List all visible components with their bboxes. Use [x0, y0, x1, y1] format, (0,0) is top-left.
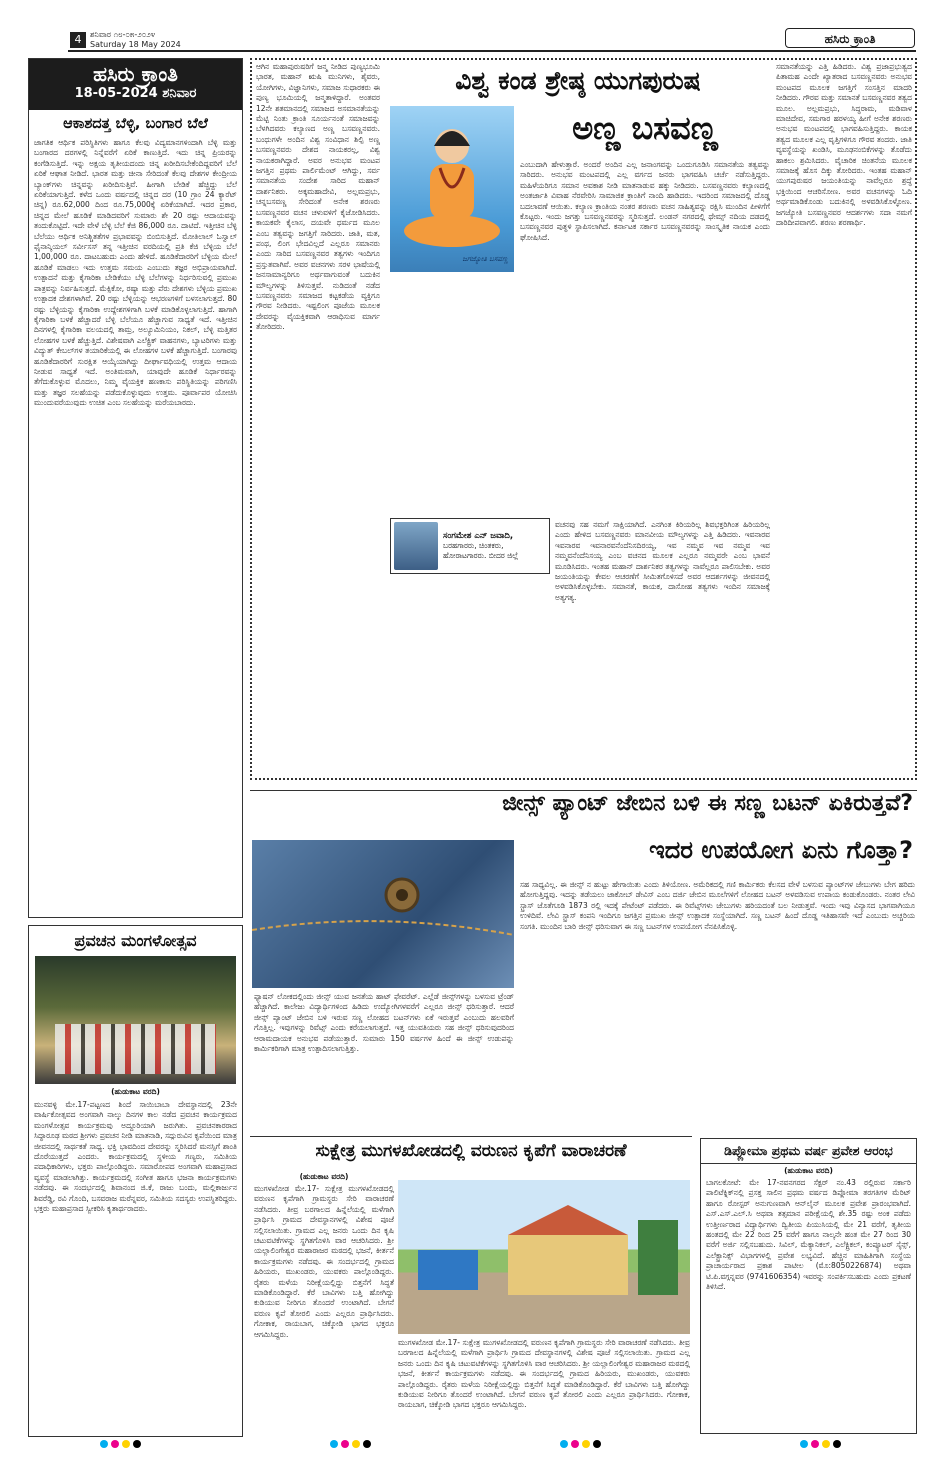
- diploma-source: (ಹುಡುಕಾಟ ವರದಿ): [784, 1166, 833, 1175]
- gold-headline: ಆಕಾಶದತ್ತ ಬೆಳ್ಳಿ, ಬಂಗಾರ ಬೆಲೆ: [63, 116, 208, 132]
- masthead: [29, 59, 242, 110]
- jeans-body-right: ಸಹ ಸಾಧ್ಯವಿಲ್ಲ. ಈ ಜೀನ್ಸ್ ನ ಹುಟ್ಟು ಹೇಗಾಯಿತು ಎಂದು ತಿಳಿಯೋಣ. ಅಮೆರಿಕದಲ್ಲಿ ಗಣಿ ಕಾರ್ಮಿಕರು ಕೆಲಸದ ವೇಳೆ ಬಳಸುವ ಪ್ಯಾಂಟ್‌ಗಳ ಜೇಬುಗಳು ಬೇಗ ಹರಿದು ಹೋಗುತ್ತಿದ್ದವು. ಇದನ್ನು ತಡೆಯಲು ಜಾಕೋಬ್ ಡೇವಿಸ್ ಎಂಬ ದರ್ಜಿ ಜೇಬಿನ ಮೂಲೆಗಳಿಗೆ ಲೋಹದ ಬಟನ್ ಅಳವಡಿಸುವ ಉಪಾಯ ಕಂಡುಕೊಂಡರು. ನಂತರ ಲೇವಿ ಸ್ಟ್ರಾಸ್ ಜೊತೆಗೂಡಿ 1873 ರಲ್ಲಿ ಇದಕ್ಕೆ ಪೇಟೆಂಟ್ ಪಡೆದರು. ಈ ರಿವೆಟ್ಸ್‌ಗಳು ಜೇಬುಗಳು ಹರಿಯದಂತೆ ಬಲ ನೀಡುತ್ತವೆ. ಇಂದು ಇವು ವಿನ್ಯಾಸದ ಭಾಗವಾಗಿಯೂ ಉಳಿದಿವೆ. ಲೇವಿ ಸ್ಟ್ರಾಸ್ ಕಂಪನಿ ಇಂದಿಗೂ ಜಗತ್ತಿನ ಪ್ರಮುಖ ಜೀನ್ಸ್ ಉತ್ಪಾದಕ ಸಂಸ್ಥೆಯಾಗಿದೆ. ಸಣ್ಣ ಬಟನ್ ಹಿಂದೆ ದೊಡ್ಡ ಇತಿಹಾಸವೇ ಇದೆ ಎಂಬುದು ಅಚ್ಚರಿಯ ಸಂಗತಿ. ಮುಂದಿನ ಬಾರಿ ಜೀನ್ಸ್ ಧರಿಸುವಾಗ ಈ ಸಣ್ಣ ಬಟನ್‌ಗಳ ಉಪಯೋಗ ನೆನಪಿಸಿಕೊಳ್ಳಿ.: [520, 880, 915, 931]
- reg-dot-cyan: [560, 1440, 568, 1448]
- reg-dot-yellow: [352, 1440, 360, 1448]
- section-name: ಹಸಿರು ಕ್ರಾಂತಿ: [785, 28, 915, 48]
- diploma-body: ಬಾಗಲಕೋಟೆ: ಮೇ 17-ನವನಗರದ ಸೆಕ್ಟರ್ ನಂ.43 ರಲ್ಲಿರುವ ಸರ್ಕಾರಿ ಪಾಲಿಟೆಕ್ನಿಕ್‌ನಲ್ಲಿ ಪ್ರಸಕ್ತ ಸಾಲಿನ ಪ್ರಥಮ ವರ್ಷದ ಡಿಪ್ಲೋಮಾ ತರಗತಿಗಳ ಮೆರಿಟ್ ಹಾಗೂ ರೋಸ್ಟರ್ ಅನುಗುಣವಾಗಿ ಆನ್‌ಲೈನ್ ಮೂಲಕ ಪ್ರವೇಶ ಪ್ರಾರಂಭವಾಗಿದೆ. ಎಸ್.ಎಸ್.ಎಲ್.ಸಿ ಅಥವಾ ತತ್ಸಮಾನ ಪರೀಕ್ಷೆಯಲ್ಲಿ ಶೇ.35 ರಷ್ಟು ಅಂಕ ಪಡೆದು ಉತ್ತೀರ್ಣರಾದ ವಿದ್ಯಾರ್ಥಿಗಳು ದ್ವಿತೀಯ ಪಿಯುಸಿಯಲ್ಲಿ ಮೇ 21 ವರೆಗೆ, ತೃತೀಯ ಹಂತದಲ್ಲಿ ಮೇ 22 ರಿಂದ 25 ವರೆಗೆ ಹಾಗೂ ನಾಲ್ಕನೇ ಹಂತ ಮೇ 27 ರಿಂದ 30 ವರೆಗೆ ಅರ್ಜಿ ಸಲ್ಲಿಸಬಹುದು. ಸಿವಿಲ್, ಮೆಕ್ಯಾನಿಕಲ್, ಎಲೆಕ್ಟ್ರಿಕಲ್, ಕಂಪ್ಯೂಟರ್ ಸೈನ್ಸ್, ಎಲೆಕ್ಟ್ರಾನಿಕ್ಸ್ ವಿಭಾಗಗಳಲ್ಲಿ ಪ್ರವೇಶ ಲಭ್ಯವಿದೆ. ಹೆಚ್ಚಿನ ಮಾಹಿತಿಗಾಗಿ ಸಂಸ್ಥೆಯ ಪ್ರಾಚಾರ್ಯರಾದ ಪ್ರಕಾಶ ಪಾಟೀಲ (ಮೊ:8050226874) ಅಥವಾ ಟಿ.ಪಿ.ವಗ್ಗನ್ನವರ (9741606354) ಇವರನ್ನು ಸಂಪರ್ಕಿಸಬಹುದು ಎಂದು ಪ್ರಕಟಣೆ ತಿಳಿಸಿದೆ.: [706, 1178, 911, 1292]
- jeans-photo: [252, 840, 514, 988]
- jeans-headline-1: ಜೀನ್ಸ್ ಪ್ಯಾಂಟ್ ಜೇಬಿನ ಬಳಿ ಈ ಸಣ್ಣ ಬಟನ್ ಏಕಿರುತ್ತವೆ?: [250, 790, 917, 816]
- reg-dot-cyan: [100, 1440, 108, 1448]
- jeans-headline-2: ಇದರ ಉಪಯೋಗ ಏನು ಗೊತ್ತಾ?: [649, 836, 913, 864]
- reg-dot-magenta: [111, 1440, 119, 1448]
- diploma-box: [700, 1138, 917, 1434]
- reg-dot-magenta: [811, 1440, 819, 1448]
- reg-dot-cyan: [330, 1440, 338, 1448]
- page-number: 4: [70, 32, 86, 48]
- pravachana-headline: ಪ್ರವಚನ ಮಂಗಳೋತ್ಸವ: [74, 931, 197, 950]
- left-column-box: [28, 58, 243, 918]
- reg-dot-black: [363, 1440, 371, 1448]
- dateline-kannada: ಶನಿವಾರ ೧೮-೦೫-೨೦೨೪: [90, 30, 156, 39]
- masthead-date: 18-05-2024 ಶನಿವಾರ: [74, 86, 197, 101]
- author-name: ಸಂಗಮೇಶ ಎನ್ ಜವಾದಿ,: [443, 531, 514, 541]
- basavanna-headline-2: ಅಣ್ಣ ಬಸವಣ್ಣ: [572, 109, 718, 147]
- basavanna-col2: ಎಂಬುದಾಗಿ ಹೇಳುತ್ತಾರೆ. ಅಂದರೆ ಅಂದಿನ ಎಲ್ಲ ಜನಾಂಗವನ್ನು ಒಂದುಗೂಡಿಸಿ ಸಮಾನತೆಯ ತತ್ವವನ್ನು ಸಾರಿದರು. ಅನುಭವ ಮಂಟಪದಲ್ಲಿ ಎಲ್ಲ ವರ್ಗದ ಜನರು ಭಾಗವಹಿಸಿ ಚರ್ಚೆ ನಡೆಸುತ್ತಿದ್ದರು. ಮಹಿಳೆಯರಿಗೂ ಸಮಾನ ಅವಕಾಶ ನೀಡಿ ಮಾತನಾಡುವ ಹಕ್ಕು ನೀಡಿದರು. ಬಸವಣ್ಣನವರು ಕಲ್ಯಾಣದಲ್ಲಿ ಅಂತರ್ಜಾತಿ ವಿವಾಹ ನೆರವೇರಿಸಿ ಸಾಮಾಜಿಕ ಕ್ರಾಂತಿಗೆ ನಾಂದಿ ಹಾಡಿದರು. ಇದರಿಂದ ಸಮಾಜದಲ್ಲಿ ದೊಡ್ಡ ಬದಲಾವಣೆ ಆಯಿತು. ಕಲ್ಯಾಣ ಕ್ರಾಂತಿಯ ನಂತರ ಶರಣರು ವಚನ ಸಾಹಿತ್ಯವನ್ನು ರಕ್ಷಿಸಿ ಮುಂದಿನ ಪೀಳಿಗೆಗೆ ಕೊಟ್ಟರು. ಇಂದು ಜಗತ್ತು ಬಸವಣ್ಣನವರನ್ನು ಸ್ಮರಿಸುತ್ತದೆ. ಲಂಡನ್ ನಗರದಲ್ಲಿ ಥೇಮ್ಸ್ ನದಿಯ ದಡದಲ್ಲಿ ಬಸವಣ್ಣನವರ ಪುತ್ಥಳಿ ಸ್ಥಾಪಿಸಲಾಗಿದೆ. ಕರ್ನಾಟಕ ಸರ್ಕಾರ ಬಸವಣ್ಣನವರನ್ನು ಸಾಂಸ್ಕೃತಿಕ ನಾಯಕ ಎಂದು ಘೋಷಿಸಿದೆ.: [520, 160, 770, 242]
- varuna-headline: ಸುಕ್ಷೇತ್ರ ಮುಗಳಖೋಡದಲ್ಲಿ ವರುಣನ ಕೃಪೆಗೆ ವಾರಾಚರಣೆ: [250, 1136, 692, 1161]
- basavanna-col4: ಸಮಾನತೆಯನ್ನು ಎತ್ತಿ ಹಿಡಿದರು. ವಿಶ್ವ ಪ್ರಜಾಪ್ರಭುತ್ವದ ಪಿತಾಮಹ ಎಂದೇ ಖ್ಯಾತರಾದ ಬಸವಣ್ಣನವರು ಅನುಭವ ಮಂಟಪದ ಮೂಲಕ ಜಗತ್ತಿಗೆ ಸಂಸತ್ತಿನ ಮಾದರಿ ನೀಡಿದರು. ಗೌರವ ಮತ್ತು ಸಮಾನತೆ ಬಸವಣ್ಣನವರ ತತ್ವದ ಮೂಲ. ಅಲ್ಲಮಪ್ರಭು, ಸಿದ್ಧರಾಮ, ಮಡಿವಾಳ ಮಾಚಿದೇವ, ಸಮಗಾರ ಹರಳಯ್ಯ ಹೀಗೆ ಅನೇಕ ಶರಣರು ಅನುಭವ ಮಂಟಪದಲ್ಲಿ ಭಾಗವಹಿಸುತ್ತಿದ್ದರು. ಕಾಯಕ ತತ್ವದ ಮೂಲಕ ಎಲ್ಲ ವೃತ್ತಿಗಳಿಗೂ ಗೌರವ ತಂದರು. ಜಾತಿ ವ್ಯವಸ್ಥೆಯನ್ನು ಖಂಡಿಸಿ, ಮೂಢನಂಬಿಕೆಗಳನ್ನು ತೊಡೆದು ಹಾಕಲು ಶ್ರಮಿಸಿದರು. ವೈಚಾರಿಕ ಚಿಂತನೆಯ ಮೂಲಕ ಸಮಾಜಕ್ಕೆ ಹೊಸ ದಿಕ್ಕು ತೋರಿದರು. ಇಂತಹ ಮಹಾನ್ ಯುಗಪುರುಷರ ಜಯಂತಿಯನ್ನು ನಾವೆಲ್ಲರೂ ಶ್ರದ್ಧೆ ಭಕ್ತಿಯಿಂದ ಆಚರಿಸೋಣ. ಅವರ ವಚನಗಳನ್ನು ಓದಿ ಅರ್ಥಮಾಡಿಕೊಂಡು ಬದುಕಿನಲ್ಲಿ ಅಳವಡಿಸಿಕೊಳ್ಳೋಣ. ಜಗಜ್ಯೋತಿ ಬಸವಣ್ಣನವರ ಆದರ್ಶಗಳು ಸದಾ ನಮಗೆ ದಾರಿದೀಪವಾಗಲಿ. ಶರಣು ಶರಣಾರ್ಥಿ.: [776, 62, 912, 228]
- basavanna-image-caption: ಜಗಜ್ಯೋತಿ ಬಸವಣ್ಣ: [462, 255, 508, 263]
- varuna-body-continued: ಮುಗಳಖೋಡ ಮೇ.17- ಸುಕ್ಷೇತ್ರ ಮುಗಳಖೋಡದಲ್ಲಿ ವರುಣನ ಕೃಪೆಗಾಗಿ ಗ್ರಾಮಸ್ಥರು ಸೇರಿ ವಾರಾಚರಣೆ ನಡೆಸಿದರು. ತೀವ್ರ ಬರಗಾಲದ ಹಿನ್ನೆಲೆಯಲ್ಲಿ ಮಳೆಗಾಗಿ ಪ್ರಾರ್ಥಿಸಿ ಗ್ರಾಮದ ದೇವಸ್ಥಾನಗಳಲ್ಲಿ ವಿಶೇಷ ಪೂಜೆ ಸಲ್ಲಿಸಲಾಯಿತು. ಗ್ರಾಮದ ಎಲ್ಲ ಜನರು ಒಂದು ದಿನ ಕೃಷಿ ಚಟುವಟಿಕೆಗಳನ್ನು ಸ್ಥಗಿತಗೊಳಿಸಿ ವಾರ ಆಚರಿಸಿದರು. ಶ್ರೀ ಯಲ್ಲಾಲಿಂಗೇಶ್ವರ ಮಹಾರಾಜರ ಮಠದಲ್ಲಿ ಭಜನೆ, ಕೀರ್ತನೆ ಕಾರ್ಯಕ್ರಮಗಳು ನಡೆದವು. ಈ ಸಂದರ್ಭದಲ್ಲಿ ಗ್ರಾಮದ ಹಿರಿಯರು, ಮುಖಂಡರು, ಯುವಕರು ಪಾಲ್ಗೊಂಡಿದ್ದರು. ರೈತರು ಮಳೆಯ ನಿರೀಕ್ಷೆಯಲ್ಲಿದ್ದು ಬಿತ್ತನೆಗೆ ಸಿದ್ಧತೆ ಮಾಡಿಕೊಂಡಿದ್ದಾರೆ. ಕೆರೆ ಬಾವಿಗಳು ಬತ್ತಿ ಹೋಗಿದ್ದು ಕುಡಿಯುವ ನೀರಿಗೂ ತೊಂದರೆ ಉಂಟಾಗಿದೆ. ಬೇಗನೆ ವರುಣ ಕೃಪೆ ತೋರಲಿ ಎಂದು ಎಲ್ಲರೂ ಪ್ರಾರ್ಥಿಸಿದರು. ಗೋಕಾಕ, ರಾಯಬಾಗ, ಚಿಕ್ಕೋಡಿ ಭಾಗದ ಭಕ್ತರೂ ಆಗಮಿಸಿದ್ದರು.: [398, 1338, 690, 1410]
- author-line-3: ಹೋರಾಟಗಾರರು. ಬೀದರ ಜಿಲ್ಲೆ: [443, 551, 519, 560]
- reg-dot-black: [133, 1440, 141, 1448]
- author-line-2: ಬರಹಗಾರರು, ಚಿಂತಕರು,: [443, 541, 504, 550]
- masthead-title: ಹಸಿರು ಕ್ರಾಂತಿ: [93, 62, 178, 86]
- temple-icon: [398, 1180, 690, 1334]
- reg-dot-yellow: [822, 1440, 830, 1448]
- varuna-photo: [398, 1180, 690, 1334]
- registration-marks-3: [560, 1440, 601, 1450]
- reg-dot-magenta: [571, 1440, 579, 1448]
- reg-dot-magenta: [341, 1440, 349, 1448]
- registration-marks-1: [100, 1440, 141, 1450]
- registration-marks-4: [800, 1440, 841, 1450]
- gold-body: ಜಾಗತಿಕ ಆರ್ಥಿಕ ಪರಿಸ್ಥಿತಿಗಳು ಹಾಗೂ ಕೆಲವು ವಿದ್ಯಮಾನಗಳಿಂದಾಗಿ ಬೆಳ್ಳಿ ಮತ್ತು ಬಂಗಾರದ ದರಗಳಲ್ಲಿ ನಿನ್ನೆವರೆಗೆ ಏರಿಕೆ ಕಾಣುತ್ತಿದೆ. ಇದು ಚಿನ್ನ ಪ್ರಿಯರನ್ನು ಕಂಗೆಡಿಸುತ್ತಿದೆ. ಇನ್ನು ಅಕ್ಷಯ ತೃತೀಯದಂದು ಚಿನ್ನ ಖರೀದಿಸಬೇಕೆಂದಿದ್ದವರಿಗೆ ಬೆಲೆ ಏರಿಕೆ ಆಘಾತ ನೀಡಿದೆ. ಭಾರತ ಮತ್ತು ಚೀನಾ ಸೇರಿದಂತೆ ಕೆಲವು ದೇಶಗಳ ಕೇಂದ್ರೀಯ ಬ್ಯಾಂಕ್‌ಗಳು ಚಿನ್ನವನ್ನು ಖರೀದಿಸುತ್ತಿವೆ. ಹೀಗಾಗಿ ಬೇಡಿಕೆ ಹೆಚ್ಚಿದ್ದು ಬೆಲೆ ಏರಿಕೆಯಾಗುತ್ತಿದೆ. ಕಳೆದ ಒಂದು ವರ್ಷದಲ್ಲಿ ಚಿನ್ನದ ದರ (10 ಗ್ರಾಂ 24 ಕ್ಯಾರೆಟ್ ಚಿನ್ನ) ರೂ.62,000 ದಿಂದ ರೂ.75,000ಕ್ಕೆ ಏರಿಕೆಯಾಗಿದೆ. ಇದರ ಪ್ರಕಾರ, ಚಿನ್ನದ ಮೇಲೆ ಹೂಡಿಕೆ ಮಾಡಿದವರಿಗೆ ಸುಮಾರು ಶೇ 20 ರಷ್ಟು ಆದಾಯವನ್ನು ತಂದುಕೊಟ್ಟಿದೆ. ಇದೇ ವೇಳೆ ಬೆಳ್ಳಿ ಬೆಲೆ ಕೆಜಿ 86,000 ರೂ. ದಾಟಿದೆ. ಇತ್ತೀಚಿನ ಬೆಳ್ಳಿ ಬೆಲೆಯು ಆರ್ಥಿಕ ಅನಿಶ್ಚಿತತೆಗಳ ಪ್ರಭಾವವನ್ನು ಬಿಂಬಿಸುತ್ತಿದೆ. ಮೋತಿಲಾಲ್ ಓಸ್ವಾಲ್ ಫೈನಾನ್ಶಿಯಲ್ ಸರ್ವೀಸಸ್ ತನ್ನ ಇತ್ತೀಚಿನ ವರದಿಯಲ್ಲಿ ಪ್ರತಿ ಕೆಜಿ ಬೆಳ್ಳಿಯ ಬೆಲೆ 1,00,000 ರೂ. ದಾಟಬಹುದು ಎಂದು ಹೇಳಿದೆ. ಹೂಡಿಕೆದಾರರಿಗೆ ಬೆಳ್ಳಿಯ ಮೇಲೆ ಹೂಡಿಕೆ ಮಾಡಲು ಇದು ಉತ್ತಮ ಸಮಯ ಎಂಬುದು ತಜ್ಞರ ಅಭಿಪ್ರಾಯವಾಗಿದೆ. ಉತ್ಪಾದನೆ ಮತ್ತು ಕೈಗಾರಿಕಾ ಬೇಡಿಕೆಯು ಬೆಳ್ಳಿ ಬೆಲೆಗಳನ್ನು ನಿರ್ಧರಿಸುವಲ್ಲಿ ಪ್ರಮುಖ ಪಾತ್ರವನ್ನು ನಿರ್ವಹಿಸುತ್ತದೆ. ಮೆಕ್ಸಿಕೋ, ರಷ್ಯಾ ಮತ್ತು ಪೆರು ದೇಶಗಳು ಬೆಳ್ಳಿಯ ಪ್ರಮುಖ ಉತ್ಪಾದಕ ದೇಶಗಳಾಗಿವೆ. 20 ರಷ್ಟು ಬೆಳ್ಳಿಯನ್ನು ಆಭರಣಗಳಿಗೆ ಬಳಸಲಾಗುತ್ತದೆ. 80 ರಷ್ಟು ಬೆಳ್ಳಿಯನ್ನು ಕೈಗಾರಿಕಾ ಉದ್ದೇಶಗಳಿಗಾಗಿ ಬಳಕೆ ಮಾಡಿಕೊಳ್ಳಲಾಗುತ್ತಿದೆ. ಹಾಗಾಗಿ ಕೈಗಾರಿಕಾ ಬಳಕೆ ಹೆಚ್ಚಾದರೆ ಬೆಳ್ಳಿ ಬೆಲೆಯೂ ಹೆಚ್ಚಾಗುವ ಸಾಧ್ಯತೆ ಇದೆ. ಇತ್ತೀಚಿನ ದಿನಗಳಲ್ಲಿ ಕೈಗಾರಿಕಾ ವಲಯದಲ್ಲಿ ತಾಮ್ರ, ಅಲ್ಯೂಮಿನಿಯಂ, ನಿಕಲ್, ಬೆಳ್ಳಿ ಮತ್ತಿತರ ಲೋಹಗಳ ಬಳಕೆ ಹೆಚ್ಚುತ್ತಿದೆ. ವಿಶೇಷವಾಗಿ ಎಲೆಕ್ಟ್ರಿಕ್ ವಾಹನಗಳು, ಬ್ಯಾಟರಿಗಳು ಮತ್ತು ವಿದ್ಯುತ್ ಕೇಬಲ್‌ಗಳ ತಯಾರಿಕೆಯಲ್ಲಿ ಈ ಲೋಹಗಳ ಬಳಕೆ ಹೆಚ್ಚಾಗುತ್ತಿದೆ. ಬಂಗಾರವು ಹೂಡಿಕೆದಾರರಿಗೆ ಸುರಕ್ಷಿತ ಆಯ್ಕೆಯಾಗಿದ್ದು ದೀರ್ಘಾವಧಿಯಲ್ಲಿ ಉತ್ತಮ ಆದಾಯ ನೀಡುವ ಸಾಧ್ಯತೆ ಇದೆ. ಅಂತಿಮವಾಗಿ, ಯಾವುದೇ ಹೂಡಿಕೆ ನಿರ್ಧಾರವನ್ನು ತೆಗೆದುಕೊಳ್ಳುವ ಮೊದಲು, ನಿಮ್ಮ ವೈಯಕ್ತಿಕ ಹಣಕಾಸು ಪರಿಸ್ಥಿತಿಯನ್ನು ಪರಿಗಣಿಸಿ ಮತ್ತು ತಜ್ಞರ ಸಲಹೆಯನ್ನು ಪಡೆದುಕೊಳ್ಳುವುದು ಉತ್ತಮ. ಪೂರ್ವಾಪರ ಯೋಚಿಸಿ ಮುಂದುವರೆಯುವುದು ಉಚಿತ ಎಂಬ ಸಲಹೆಯನ್ನು ಮರೆಯಬಾರದು.: [34, 138, 237, 408]
- reg-dot-black: [833, 1440, 841, 1448]
- pravachana-body: ಮುನವಳ್ಳಿ ಮೇ.17-ಪಟ್ಟಣದ ಶಿಂದೆ ಸಾಯಿಬಾಬಾ ದೇವಸ್ಥಾನದಲ್ಲಿ 23ನೇ ವಾರ್ಷಿಕೋತ್ಸವದ ಅಂಗವಾಗಿ ನಾಲ್ಕು ದಿನಗಳ ಕಾಲ ನಡೆದ ಪ್ರವಚನ ಕಾರ್ಯಕ್ರಮದ ಮಂಗಳೋತ್ಸವ ಕಾರ್ಯಕ್ರಮವು ಅದ್ದೂರಿಯಾಗಿ ಜರುಗಿತು. ಪ್ರವಚನಕಾರರಾದ ಸಿದ್ಧಾರೂಢ ಮಠದ ಶ್ರೀಗಳು ಪ್ರವಚನ ನೀಡಿ ಮಾತನಾಡಿ, ಸದ್ಗುರುವಿನ ಕೃಪೆಯಿಂದ ಮಾತ್ರ ಜೀವನದಲ್ಲಿ ಸಾರ್ಥಕತೆ ಸಾಧ್ಯ. ಭಕ್ತಿ ಭಾವದಿಂದ ದೇವರನ್ನು ಸ್ಮರಿಸಿದರೆ ಮನಸ್ಸಿಗೆ ಶಾಂತಿ ದೊರೆಯುತ್ತದೆ ಎಂದರು. ಕಾರ್ಯಕ್ರಮದಲ್ಲಿ ಸ್ಥಳೀಯ ಗಣ್ಯರು, ಸಮಿತಿಯ ಪದಾಧಿಕಾರಿಗಳು, ಭಕ್ತರು ಪಾಲ್ಗೊಂಡಿದ್ದರು. ಸಮಾರೋಪದ ಅಂಗವಾಗಿ ಮಹಾಪ್ರಸಾದ ವ್ಯವಸ್ಥೆ ಮಾಡಲಾಗಿತ್ತು. ಕಾರ್ಯಕ್ರಮದಲ್ಲಿ ಸಂಗೀತ ಹಾಗೂ ಭಜನಾ ಕಾರ್ಯಕ್ರಮಗಳು ನಡೆದವು. ಈ ಸಂದರ್ಭದಲ್ಲಿ ಶಿವಾನಂದ ಜಿ.ಕೆ, ರಾಜು ಬಂದು, ಮಲ್ಲಿಕಾರ್ಜುನ ಶಿವರೆಡ್ಡಿ, ರವಿ ಗೊಂದಿ, ಬಸವರಾಜ ಮರೆನ್ನವರ, ಸಮಿತಿಯ ಸದಸ್ಯರು ಉಪಸ್ಥಿತರಿದ್ದರು. ಭಕ್ತರು ಮಹಾಪ್ರಸಾದ ಸ್ವೀಕರಿಸಿ ಕೃತಾರ್ಥರಾದರು.: [34, 1100, 237, 1214]
- pravachana-box: [28, 925, 243, 1437]
- reg-dot-black: [593, 1440, 601, 1448]
- reg-dot-cyan: [800, 1440, 808, 1448]
- dateline: [90, 30, 181, 50]
- stage-people-shape: [55, 1024, 216, 1074]
- pravachana-photo: [35, 956, 236, 1084]
- author-photo: [394, 522, 438, 570]
- basavanna-image: [390, 106, 514, 272]
- rivet-button-icon: [252, 840, 514, 988]
- varuna-body-left: ಮುಗಳಖೋಡ ಮೇ.17- ಸುಕ್ಷೇತ್ರ ಮುಗಳಖೋಡದಲ್ಲಿ ವರುಣನ ಕೃಪೆಗಾಗಿ ಗ್ರಾಮಸ್ಥರು ಸೇರಿ ವಾರಾಚರಣೆ ನಡೆಸಿದರು. ತೀವ್ರ ಬರಗಾಲದ ಹಿನ್ನೆಲೆಯಲ್ಲಿ ಮಳೆಗಾಗಿ ಪ್ರಾರ್ಥಿಸಿ ಗ್ರಾಮದ ದೇವಸ್ಥಾನಗಳಲ್ಲಿ ವಿಶೇಷ ಪೂಜೆ ಸಲ್ಲಿಸಲಾಯಿತು. ಗ್ರಾಮದ ಎಲ್ಲ ಜನರು ಒಂದು ದಿನ ಕೃಷಿ ಚಟುವಟಿಕೆಗಳನ್ನು ಸ್ಥಗಿತಗೊಳಿಸಿ ವಾರ ಆಚರಿಸಿದರು. ಶ್ರೀ ಯಲ್ಲಾಲಿಂಗೇಶ್ವರ ಮಹಾರಾಜರ ಮಠದಲ್ಲಿ ಭಜನೆ, ಕೀರ್ತನೆ ಕಾರ್ಯಕ್ರಮಗಳು ನಡೆದವು. ಈ ಸಂದರ್ಭದಲ್ಲಿ ಗ್ರಾಮದ ಹಿರಿಯರು, ಮುಖಂಡರು, ಯುವಕರು ಪಾಲ್ಗೊಂಡಿದ್ದರು. ರೈತರು ಮಳೆಯ ನಿರೀಕ್ಷೆಯಲ್ಲಿದ್ದು ಬಿತ್ತನೆಗೆ ಸಿದ್ಧತೆ ಮಾಡಿಕೊಂಡಿದ್ದಾರೆ. ಕೆರೆ ಬಾವಿಗಳು ಬತ್ತಿ ಹೋಗಿದ್ದು ಕುಡಿಯುವ ನೀರಿಗೂ ತೊಂದರೆ ಉಂಟಾಗಿದೆ. ಬೇಗನೆ ವರುಣ ಕೃಪೆ ತೋರಲಿ ಎಂದು ಎಲ್ಲರೂ ಪ್ರಾರ್ಥಿಸಿದರು. ಗೋಕಾಕ, ರಾಯಬಾಗ, ಚಿಕ್ಕೋಡಿ ಭಾಗದ ಭಕ್ತರೂ ಆಗಮಿಸಿದ್ದರು.: [254, 1184, 394, 1339]
- diploma-headline: ಡಿಪ್ಲೋಮಾ ಪ್ರಥಮ ವರ್ಷ ಪ್ರವೇಶ ಆರಂಭ: [701, 1139, 916, 1164]
- basavanna-col1: ಆಗಿನ ಮಹಾಪುರುಷರಿಗೆ ಜನ್ಮ ನೀಡಿದ ಪುಣ್ಯಭೂಮಿ ಭಾರತ, ಮಹಾನ್ ಋಷಿ ಮುನಿಗಳು, ಶೈವರು, ಯೋಗಿಗಳು, ವಿಜ್ಞಾನಿಗಳು, ಸಮಾಜ ಸುಧಾರಕರು ಈ ಪುಣ್ಯ ಭೂಮಿಯಲ್ಲಿ ಜನ್ಮತಾಳಿದ್ದಾರೆ. ಅಂತವರ 12ನೇ ಶತಮಾನದಲ್ಲಿ ಸಮಾಜದ ಅಸಮಾನತೆಯನ್ನು ಮೆಟ್ಟಿ ನಿಂತು ಕ್ರಾಂತಿ ಸೂರ್ಯನಂತೆ ಸಮಾಜವನ್ನು ಬೆಳಗಿದವರು ಕಲ್ಯಾಣದ ಅಣ್ಣ ಬಸವಣ್ಣನವರು. ಬಂಧುಗಳೇ ಅಂದಿನ ವಿಶ್ವ ಸಂವಿಧಾನ ಶಿಲ್ಪಿ ಅಣ್ಣ ಬಸವಣ್ಣನವರು ದೇಶದ ನಾಯಕರಲ್ಲ, ವಿಶ್ವ ನಾಯಕರಾಗಿದ್ದಾರೆ. ಅವರ ಅನುಭವ ಮಂಟಪ ಜಗತ್ತಿನ ಪ್ರಥಮ ಪಾರ್ಲಿಮೆಂಟ್ ಆಗಿದ್ದು, ಸರ್ವ ಸಮಾನತೆಯ ಸಂದೇಶ ಸಾರಿದ ಮಹಾನ್ ದಾರ್ಶನಿಕರು. ಅಕ್ಕಮಹಾದೇವಿ, ಅಲ್ಲಮಪ್ರಭು, ಚನ್ನಬಸವಣ್ಣ ಸೇರಿದಂತೆ ಅನೇಕ ಶರಣರು ಬಸವಣ್ಣನವರ ವಚನ ಚಳುವಳಿಗೆ ಕೈಜೋಡಿಸಿದರು. ಕಾಯಕವೇ ಕೈಲಾಸ, ದಯವೇ ಧರ್ಮದ ಮೂಲ ಎಂಬ ತತ್ವವನ್ನು ಜಗತ್ತಿಗೆ ಸಾರಿದರು. ಜಾತಿ, ಮತ, ಪಂಥ, ಲಿಂಗ ಭೇದವಿಲ್ಲದೆ ಎಲ್ಲರೂ ಸಮಾನರು ಎಂದು ಸಾರಿದ ಬಸವಣ್ಣನವರ ತತ್ವಗಳು ಇಂದಿಗೂ ಪ್ರಸ್ತುತವಾಗಿವೆ. ಅವರ ವಚನಗಳು ಸರಳ ಭಾಷೆಯಲ್ಲಿ ಜನಸಾಮಾನ್ಯರಿಗೂ ಅರ್ಥವಾಗುವಂತೆ ಬದುಕಿನ ಮೌಲ್ಯಗಳನ್ನು ತಿಳಿಸುತ್ತವೆ. ನುಡಿದಂತೆ ನಡೆದ ಬಸವಣ್ಣನವರು ಸಮಾಜದ ಕಟ್ಟಕಡೆಯ ವ್ಯಕ್ತಿಗೂ ಗೌರವ ನೀಡಿದರು. ಇಷ್ಟಲಿಂಗ ಪೂಜೆಯ ಮೂಲಕ ದೇವರನ್ನು ವೈಯಕ್ತಿಕವಾಗಿ ಆರಾಧಿಸುವ ಮಾರ್ಗ ತೋರಿದರು.: [256, 62, 380, 332]
- basavanna-figure-icon: [390, 106, 514, 272]
- registration-marks-2: [330, 1440, 371, 1450]
- jeans-body-left: ಫ್ಯಾಷನ್ ಲೋಕದಲ್ಲಿಂದು ಜೀನ್ಸ್ ಯುವ ಜನತೆಯ ಹಾಟ್ ಫೇವರೆಟ್. ಎಲ್ಲೆಡೆ ಜೀನ್ಸ್‌ಗಳನ್ನು ಬಳಸುವ ಟ್ರೆಂಡ್ ಹೆಚ್ಚಾಗಿದೆ. ಕಾಲೇಜು ವಿದ್ಯಾರ್ಥಿಗಳಿಂದ ಹಿಡಿದು ಉದ್ಯೋಗಿಗಳವರೆಗೆ ಎಲ್ಲರೂ ಜೀನ್ಸ್ ಧರಿಸುತ್ತಾರೆ. ಆದರೆ ಜೀನ್ಸ್ ಪ್ಯಾಂಟ್ ಜೇಬಿನ ಬಳಿ ಇರುವ ಸಣ್ಣ ಲೋಹದ ಬಟನ್‌ಗಳು ಏಕೆ ಇರುತ್ತವೆ ಎಂಬುದು ಹಲವರಿಗೆ ಗೊತ್ತಿಲ್ಲ. ಇವುಗಳನ್ನು ರಿವೆಟ್ಸ್ ಎಂದು ಕರೆಯಲಾಗುತ್ತದೆ. ಇತ್ತ ಯುವತಿಯರು ಸಹ ಜೀನ್ಸ್ ಧರಿಸುವುದರಿಂದ ಆರಾಮದಾಯಕ ಅನುಭವ ಪಡೆಯುತ್ತಾರೆ. ಸುಮಾರು 150 ವರ್ಷಗಳ ಹಿಂದೆ ಈ ಜೀನ್ಸ್ ಉಡುಪನ್ನು ಕಾರ್ಮಿಕರಿಗಾಗಿ ಮಾತ್ರ ಉತ್ಪಾದಿಸಲಾಗುತ್ತಿತ್ತು.: [254, 992, 514, 1054]
- varuna-body-bottom: [398, 1338, 690, 1434]
- reg-dot-yellow: [582, 1440, 590, 1448]
- reg-dot-yellow: [122, 1440, 130, 1448]
- dateline-english: Saturday 18 May 2024: [90, 40, 181, 49]
- varuna-source: (ಹುಡುಕಾಟ ವರದಿ): [299, 1172, 349, 1181]
- author-text: [443, 531, 518, 561]
- author-box: [390, 518, 550, 574]
- basavanna-headline-1: ವಿಶ್ವ ಕಂಡ ಶ್ರೇಷ್ಠ ಯುಗಪುರುಷ: [455, 66, 701, 95]
- pravachana-source: (ಹುಡುಕಾಟ ವರದಿ): [111, 1087, 160, 1096]
- basavanna-col3: ವಚನವು ಸಹ ನಮಗೆ ಸಾಕ್ಷಿಯಾಗಿದೆ. ಎನಗಿಂತ ಕಿರಿಯರಿಲ್ಲ ಶಿವಭಕ್ತರಿಗಿಂತ ಹಿರಿಯರಿಲ್ಲ ಎಂದು ಹೇಳಿದ ಬಸವಣ್ಣನವರು ಮಾನವೀಯ ಮೌಲ್ಯಗಳನ್ನು ಎತ್ತಿ ಹಿಡಿದರು. ಇವನಾರವ ಇವನಾರವ ಇವನಾರವನೆಂದೆನಿಸದಿರಯ್ಯ, ಇವ ನಮ್ಮವ ಇವ ನಮ್ಮವ ಇವ ನಮ್ಮವನೆಂದೆನಿಸಯ್ಯ ಎಂಬ ವಚನದ ಮೂಲಕ ಎಲ್ಲರೂ ನಮ್ಮವರೇ ಎಂಬ ಭಾವನೆ ಮೂಡಿಸಿದರು. ಇಂತಹ ಮಹಾನ್ ದಾರ್ಶನಿಕರ ತತ್ವಗಳನ್ನು ನಾವೆಲ್ಲರೂ ಪಾಲಿಸಬೇಕು. ಅವರ ಜಯಂತಿಯನ್ನು ಕೇವಲ ಆಚರಣೆಗೆ ಸೀಮಿತಗೊಳಿಸದೆ ಅವರ ಆದರ್ಶಗಳನ್ನು ಜೀವನದಲ್ಲಿ ಅಳವಡಿಸಿಕೊಳ್ಳಬೇಕು. ಸಮಾನತೆ, ಕಾಯಕ, ದಾಸೋಹ ತತ್ವಗಳು ಇಂದಿನ ಸಮಾಜಕ್ಕೆ ಅತ್ಯಗತ್ಯ.: [555, 520, 770, 602]
